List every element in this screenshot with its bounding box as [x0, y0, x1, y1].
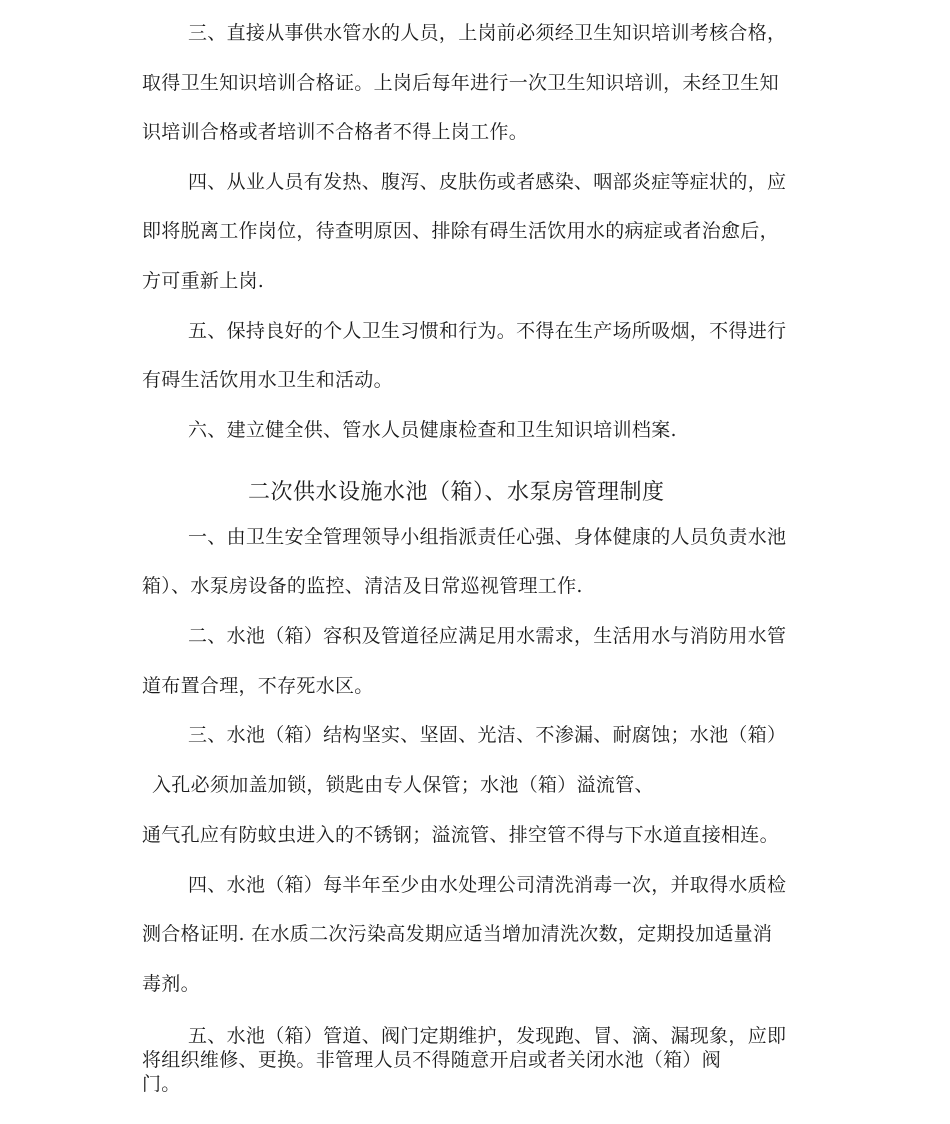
paragraph-line: 有碍生活饮用水卫生和活动。 — [142, 369, 393, 391]
paragraph-line: 识培训合格或者培训不合格者不得上岗工作。 — [142, 121, 529, 143]
paragraph-line: 取得卫生知识培训合格证。上岗后每年进行一次卫生知识培训，未经卫生知 — [142, 72, 779, 94]
paragraph-line: 一、由卫生安全管理领导小组指派责任心强、身体健康的人员负责水池 — [188, 526, 787, 548]
paragraph-line: 道布置合理，不存死水区。 — [142, 675, 374, 697]
paragraph-line: 入孔必须加盖加锁，锁匙由专人保管；水池（箱）溢流管、 — [152, 774, 654, 796]
paragraph-line: 四、水池（箱）每半年至少由水处理公司清洗消毒一次，并取得水质检 — [188, 874, 787, 896]
paragraph-line: 箱）、水泵房设备的监控、清洁及日常巡视管理工作. — [142, 575, 583, 597]
paragraph-line: 即将脱离工作岗位，待查明原因、排除有碍生活饮用水的病症或者治愈后， — [142, 220, 779, 242]
paragraph-line: 通气孔应有防蚊虫进入的不锈钢；溢流管、排空管不得与下水道直接相连。 — [142, 824, 779, 846]
paragraph-line: 毒剂。 — [142, 973, 200, 995]
paragraph-line: 测合格证明. 在水质二次污染高发期应适当增加清洗次数，定期投加适量消 — [142, 923, 773, 945]
paragraph-line: 二、水池（箱）容积及管道径应满足用水需求，生活用水与消防用水管 — [188, 625, 787, 647]
section-heading: 二次供水设施水池（箱）、水泵房管理制度 — [248, 480, 665, 505]
paragraph-line: 方可重新上岗. — [142, 270, 265, 292]
paragraph-line: 三、水池（箱）结构坚实、坚固、光洁、不渗漏、耐腐蚀；水池（箱） — [188, 724, 787, 746]
paragraph-line: 五、水池（箱）管道、阀门定期维护，发现跑、冒、滴、漏现象，应即 — [188, 1025, 787, 1047]
paragraph-line: 六、建立健全供、管水人员健康检查和卫生知识培训档案. — [188, 419, 677, 441]
paragraph-line: 五、保持良好的个人卫生习惯和行为。不得在生产场所吸烟，不得进行 — [188, 320, 787, 342]
paragraph-line: 门。 — [142, 1073, 181, 1095]
paragraph-line: 三、直接从事供水管水的人员，上岗前必须经卫生知识培训考核合格， — [188, 22, 787, 44]
paragraph-line: 将组织维修、更换。非管理人员不得随意开启或者关闭水池（箱）阀 — [142, 1049, 722, 1071]
paragraph-line: 四、从业人员有发热、腹泻、皮肤伤或者感染、咽部炎症等症状的，应 — [188, 171, 787, 193]
